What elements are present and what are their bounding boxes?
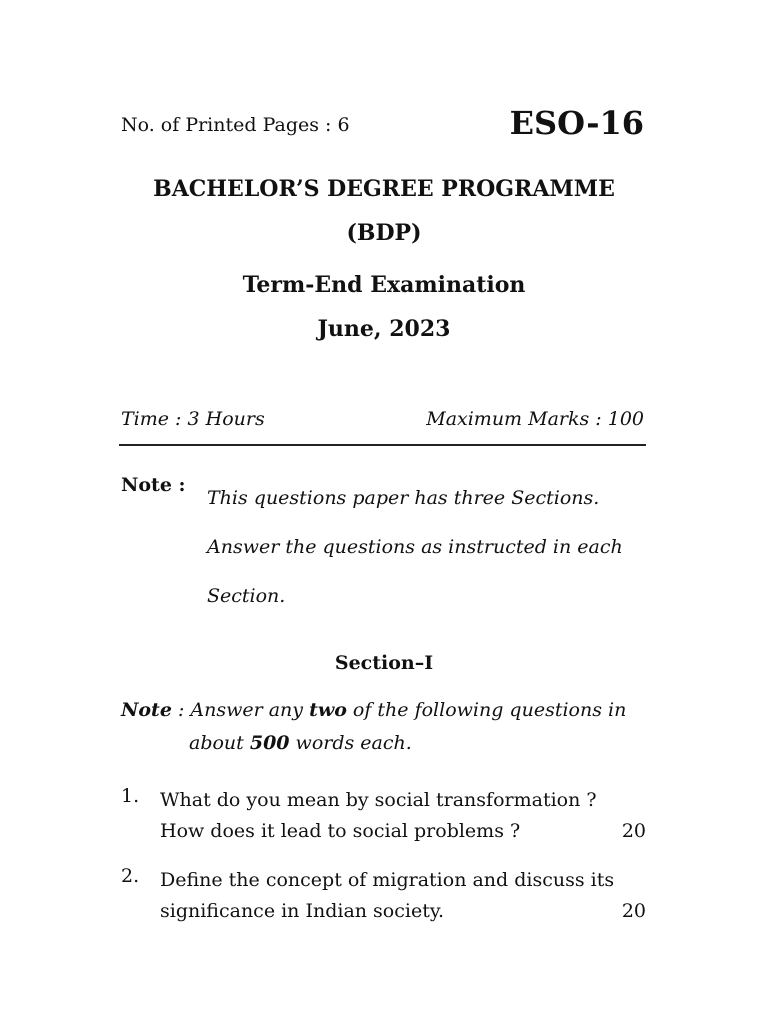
note-line: Answer the questions as instructed in each bbox=[207, 536, 623, 558]
section-note bbox=[121, 694, 647, 760]
general-note bbox=[207, 474, 647, 621]
header-divider bbox=[119, 444, 646, 446]
question-marks: 20 bbox=[621, 820, 646, 842]
exam-title: Term-End Examination bbox=[242, 272, 526, 298]
question-marks: 20 bbox=[621, 900, 646, 922]
question-number: 2. bbox=[121, 865, 140, 887]
section-note-line-2: about 500 words each. bbox=[189, 732, 412, 754]
question-text bbox=[160, 785, 646, 847]
question-line: How does it lead to social problems ? 20 bbox=[160, 816, 646, 847]
section-heading: Section–I bbox=[334, 652, 434, 674]
course-code: ESO-16 bbox=[509, 104, 644, 142]
printed-pages: No. of Printed Pages : 6 bbox=[121, 114, 350, 136]
programme-abbr: (BDP) bbox=[346, 220, 422, 246]
note-label: Note : bbox=[121, 474, 186, 496]
note-line: This questions paper has three Sections. bbox=[207, 487, 600, 509]
question-text bbox=[160, 865, 646, 927]
section-note-label: Note bbox=[121, 699, 172, 721]
question-line: significance in Indian society. 20 bbox=[160, 896, 646, 927]
question-line: What do you mean by social transformation ? bbox=[160, 789, 597, 811]
programme-title: BACHELOR’S DEGREE PROGRAMME bbox=[153, 176, 615, 202]
max-marks: Maximum Marks : 100 bbox=[426, 408, 644, 430]
section-note-line-1: Note : Answer any two of the following questions in bbox=[121, 699, 627, 721]
question-number: 1. bbox=[121, 785, 140, 807]
question-line: Define the concept of migration and discuss its bbox=[160, 869, 615, 891]
note-line: Section. bbox=[207, 585, 286, 607]
exam-time: Time : 3 Hours bbox=[121, 408, 265, 430]
exam-session: June, 2023 bbox=[317, 316, 451, 342]
